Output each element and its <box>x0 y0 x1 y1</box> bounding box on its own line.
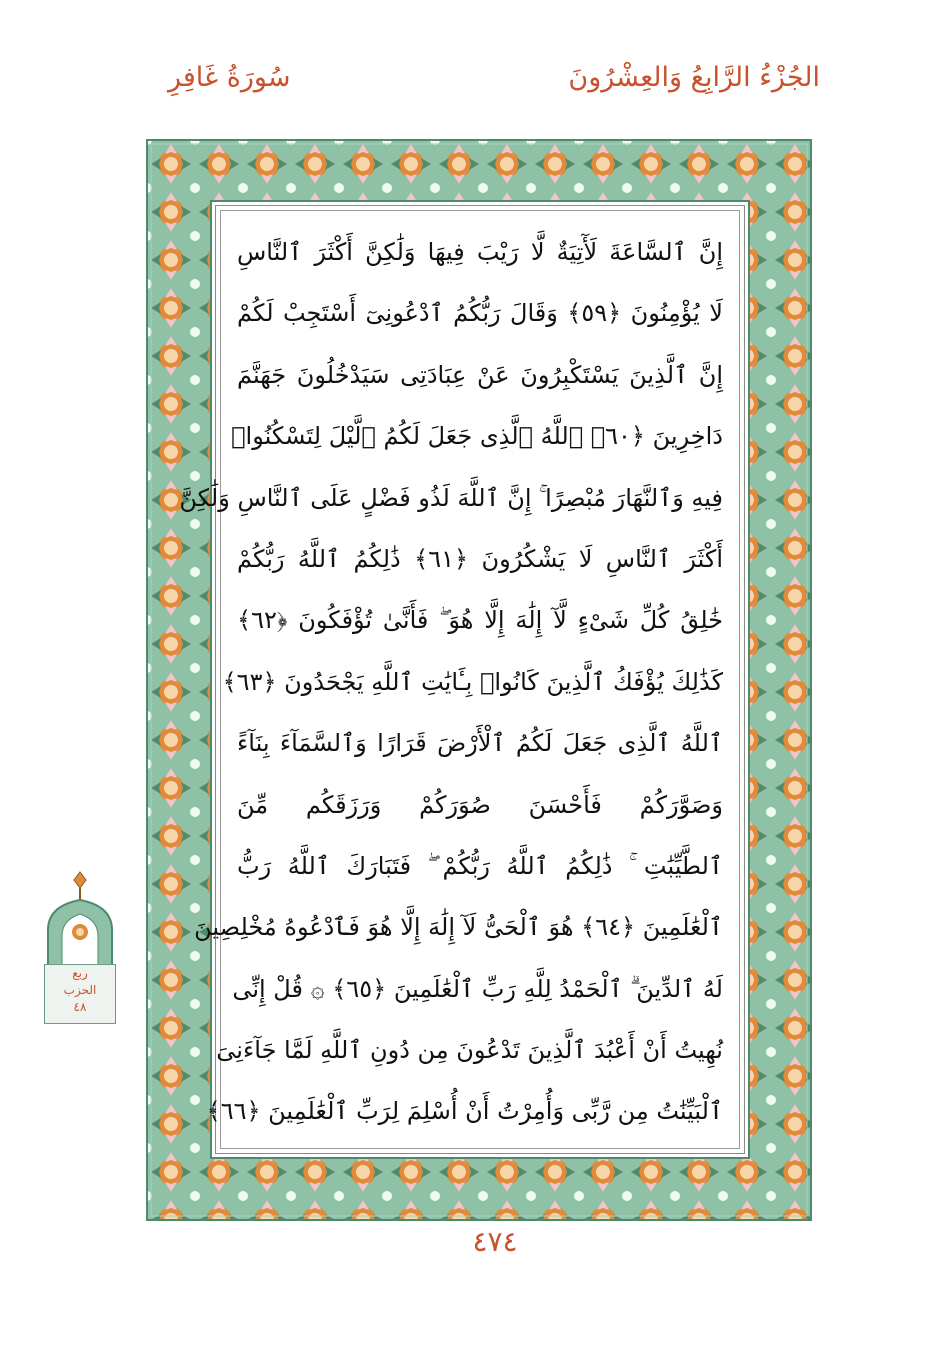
text-line-14: نُهِيتُ أَنْ أَعْبُدَ ٱلَّذِينَ تَدْعُونَ مِن دُونِ ٱللَّهِ لَمَّا جَآءَنِىَ <box>216 1036 723 1065</box>
text-line-1: إِنَّ ٱلسَّاعَةَ لَأٓتِيَةٌ لَّا رَيْبَ فِيهَا وَلَٰكِنَّ أَكْثَرَ ٱلنَّاسِ <box>237 238 723 266</box>
hizb-quarter-label: ربع <box>72 966 88 980</box>
text-line-4: دَاخِرِينَ ﴿٦٠﴾ ٱللَّهُ ٱلَّذِى جَعَلَ لَكُمُ ٱلَّيْلَ لِتَسْكُنُوا۟ <box>231 422 723 451</box>
hizb-label: الحزب <box>63 983 97 997</box>
page-number: ٤٧٤ <box>472 1225 518 1258</box>
text-line-9: ٱللَّهُ ٱلَّذِى جَعَلَ لَكُمُ ٱلْأَرْضَ قَرَارًا وَٱلسَّمَآءَ بِنَآءً <box>237 729 723 758</box>
text-line-3: إِنَّ ٱلَّذِينَ يَسْتَكْبِرُونَ عَنْ عِبَادَتِى سَيَدْخُلُونَ جَهَنَّمَ <box>237 360 723 389</box>
text-line-6: أَكْثَرَ ٱلنَّاسِ لَا يَشْكُرُونَ ﴿٦١﴾ ذَٰلِكُمُ ٱللَّهُ رَبُّكُمْ <box>237 544 724 573</box>
text-line-15: ٱلْبَيِّنَٰتُ مِن رَّبِّى وَأُمِرْتُ أَنْ أُسْلِمَ لِرَبِّ ٱلْعَٰلَمِينَ ﴿٦٦﴾ <box>206 1097 723 1126</box>
text-line-5: فِيهِ وَٱلنَّهَارَ مُبْصِرًا ۚ إِنَّ ٱللَّهَ لَذُو فَضْلٍ عَلَى ٱلنَّاسِ وَلَٰكِنَّ <box>179 483 723 512</box>
surah-title: سُورَةُ غَافِرِ <box>168 62 291 93</box>
hizb-number: ٤٨ <box>73 1000 87 1014</box>
hizb-label-box <box>44 964 116 1024</box>
text-line-7: خَٰلِقُ كُلِّ شَىْءٍ لَّآ إِلَٰهَ إِلَّا هُوَ ۖ فَأَنَّىٰ تُؤْفَكُونَ ﴿٦٢﴾ <box>237 606 723 635</box>
text-line-11: ٱلطَّيِّبَٰتِ ۚ ذَٰلِكُمُ ٱللَّهُ رَبُّكُمْ ۖ فَتَبَارَكَ ٱللَّهُ رَبُّ <box>237 851 723 880</box>
text-line-13: لَهُ ٱلدِّينَ ۗ ٱلْحَمْدُ لِلَّهِ رَبِّ ٱلْعَٰلَمِينَ ﴿٦٥﴾ ۞ قُلْ إِنِّى <box>232 974 723 1003</box>
text-line-8: كَذَٰلِكَ يُؤْفَكُ ٱلَّذِينَ كَانُوا۟ بِـَٔايَٰتِ ٱللَّهِ يَجْحَدُونَ ﴿٦٣﴾ <box>222 667 723 696</box>
text-line-10: وَصَوَّرَكُمْ فَأَحْسَنَ صُوَرَكُمْ وَرَزَقَكُم مِّنَ <box>237 790 723 819</box>
quran-text <box>179 222 724 1143</box>
text-line-12: ٱلْعَٰلَمِينَ ﴿٦٤﴾ هُوَ ٱلْحَىُّ لَآ إِلَٰهَ إِلَّا هُوَ فَٱدْعُوهُ مُخْلِصِينَ <box>194 913 723 942</box>
text-line-2: لَا يُؤْمِنُونَ ﴿٥٩﴾ وَقَالَ رَبُّكُمُ ٱدْعُونِىٓ أَسْتَجِبْ لَكُمْ <box>237 299 723 328</box>
juz-title: الجُزْءُ الرَّابِعُ وَالعِشْرُونَ <box>568 62 820 93</box>
hizb-ornament-icon <box>42 870 118 970</box>
